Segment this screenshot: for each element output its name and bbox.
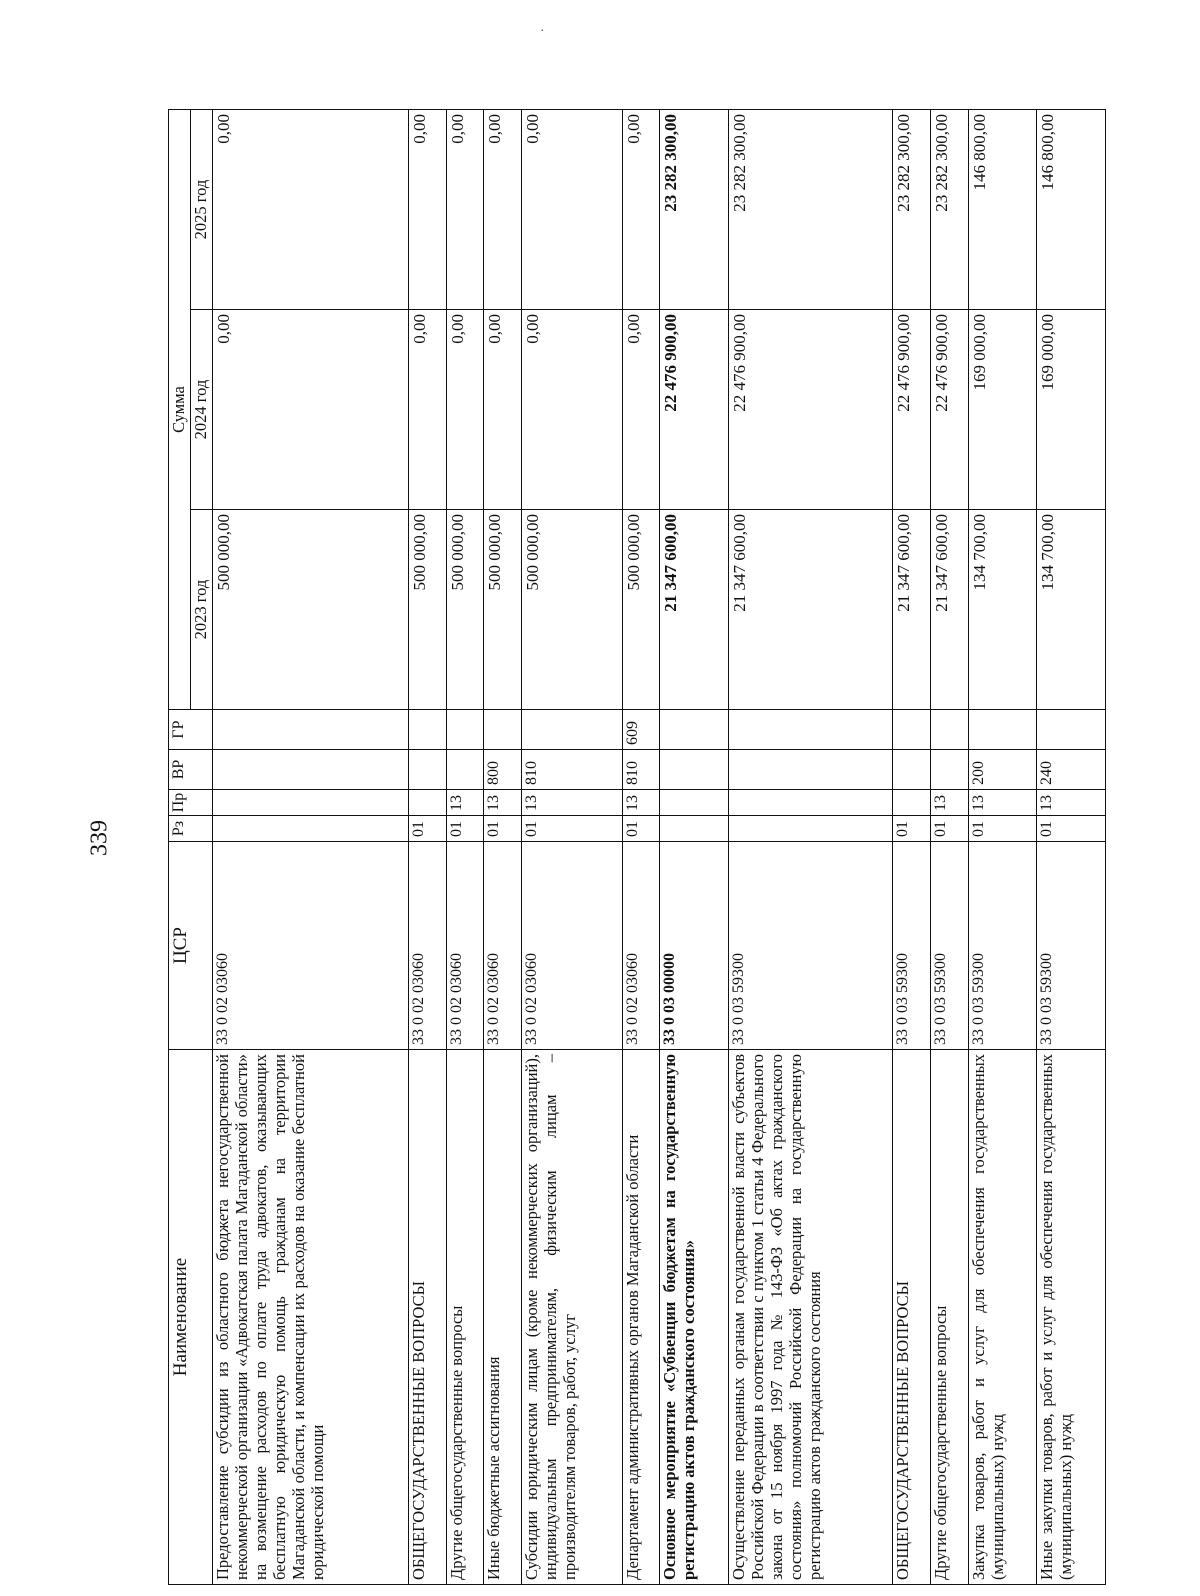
table-row xyxy=(484,110,522,1585)
cell-2024: 22 476 900,00 xyxy=(930,310,968,510)
cell-vr: 810 xyxy=(622,750,660,790)
cell-csr: 33 0 03 59300 xyxy=(893,842,931,1050)
table-row xyxy=(522,110,622,1585)
cell-csr: 33 0 02 03060 xyxy=(446,842,484,1050)
cell-2025: 0,00 xyxy=(622,110,660,310)
cell-2023: 21 347 600,00 xyxy=(729,510,893,710)
cell-csr: 33 0 02 03060 xyxy=(522,842,622,1050)
scan-speck: · xyxy=(540,24,545,39)
cell-2025: 23 282 300,00 xyxy=(893,110,931,310)
cell-pr: 13 xyxy=(968,790,1037,816)
cell-name: ОБЩЕГОСУДАРСТВЕННЫЕ ВОПРОСЫ xyxy=(893,1050,931,1585)
table-row xyxy=(893,110,931,1585)
cell-vr: 240 xyxy=(1037,750,1106,790)
table-row xyxy=(408,110,446,1585)
header-gr: ГР xyxy=(169,710,213,750)
cell-gr xyxy=(522,710,622,750)
table-row xyxy=(446,110,484,1585)
cell-rz: 01 xyxy=(446,816,484,842)
cell-pr: 13 xyxy=(1037,790,1106,816)
table-row xyxy=(660,110,729,1585)
cell-rz xyxy=(212,816,408,842)
cell-gr xyxy=(408,710,446,750)
table-row xyxy=(212,110,408,1585)
cell-name: Иные закупки товаров, работ и услуг для обеспечения государственных (муниципальных) нужд xyxy=(1037,1050,1106,1585)
cell-gr xyxy=(729,710,893,750)
budget-table xyxy=(168,109,1106,1585)
cell-csr: 33 0 03 59300 xyxy=(1037,842,1106,1050)
header-rz: Рз xyxy=(169,816,213,842)
cell-pr: 13 xyxy=(446,790,484,816)
cell-rz xyxy=(660,816,729,842)
cell-2025: 146 800,00 xyxy=(1037,110,1106,310)
cell-gr xyxy=(446,710,484,750)
cell-2025: 0,00 xyxy=(212,110,408,310)
cell-csr: 33 0 02 03060 xyxy=(484,842,522,1050)
cell-gr xyxy=(484,710,522,750)
page-number: 339 xyxy=(86,820,113,856)
cell-name: Иные бюджетные ассигнования xyxy=(484,1050,522,1585)
cell-name: Другие общегосударственные вопросы xyxy=(446,1050,484,1585)
cell-vr xyxy=(446,750,484,790)
cell-pr xyxy=(212,790,408,816)
cell-name: Осуществление переданных органам государственной власти субъектов Российской Федерации в соответствии с пунктом 1 статьи 4 Федерального закона от 15 ноября 1997 года № 143-ФЗ «Об актах гражданского состояния» полномочий Российской Федерации на государственную регистрацию актов гражданского состояния xyxy=(729,1050,893,1585)
cell-pr xyxy=(729,790,893,816)
cell-2023: 21 347 600,00 xyxy=(893,510,931,710)
cell-2023: 500 000,00 xyxy=(408,510,446,710)
cell-2024: 0,00 xyxy=(484,310,522,510)
table-row xyxy=(729,110,893,1585)
cell-gr xyxy=(968,710,1037,750)
cell-2025: 0,00 xyxy=(446,110,484,310)
cell-vr xyxy=(729,750,893,790)
cell-vr xyxy=(930,750,968,790)
header-2025: 2025 год xyxy=(190,110,212,310)
cell-pr: 13 xyxy=(522,790,622,816)
cell-2025: 23 282 300,00 xyxy=(660,110,729,310)
cell-2023: 500 000,00 xyxy=(522,510,622,710)
cell-csr: 33 0 03 59300 xyxy=(930,842,968,1050)
cell-2023: 134 700,00 xyxy=(968,510,1037,710)
cell-csr: 33 0 02 03060 xyxy=(622,842,660,1050)
cell-rz: 01 xyxy=(522,816,622,842)
cell-2025: 23 282 300,00 xyxy=(729,110,893,310)
cell-2024: 0,00 xyxy=(408,310,446,510)
table-row xyxy=(930,110,968,1585)
header-pr: Пр xyxy=(169,790,213,816)
cell-2024: 22 476 900,00 xyxy=(893,310,931,510)
cell-2023: 134 700,00 xyxy=(1037,510,1106,710)
cell-gr xyxy=(212,710,408,750)
cell-pr: 13 xyxy=(622,790,660,816)
cell-gr xyxy=(1037,710,1106,750)
cell-pr xyxy=(660,790,729,816)
cell-2024: 22 476 900,00 xyxy=(729,310,893,510)
cell-2023: 500 000,00 xyxy=(484,510,522,710)
cell-vr: 810 xyxy=(522,750,622,790)
cell-csr: 33 0 03 59300 xyxy=(729,842,893,1050)
cell-gr xyxy=(660,710,729,750)
cell-2023: 500 000,00 xyxy=(212,510,408,710)
cell-vr: 800 xyxy=(484,750,522,790)
cell-pr: 13 xyxy=(484,790,522,816)
header-sum: Сумма xyxy=(169,110,191,710)
cell-rz: 01 xyxy=(408,816,446,842)
cell-name: ОБЩЕГОСУДАРСТВЕННЫЕ ВОПРОСЫ xyxy=(408,1050,446,1585)
cell-2023: 21 347 600,00 xyxy=(660,510,729,710)
cell-name: Другие общегосударственные вопросы xyxy=(930,1050,968,1585)
cell-2025: 23 282 300,00 xyxy=(930,110,968,310)
cell-2023: 21 347 600,00 xyxy=(930,510,968,710)
cell-2024: 22 476 900,00 xyxy=(660,310,729,510)
cell-2025: 0,00 xyxy=(522,110,622,310)
cell-2024: 0,00 xyxy=(446,310,484,510)
cell-2024: 169 000,00 xyxy=(1037,310,1106,510)
cell-gr xyxy=(893,710,931,750)
header-vr: ВР xyxy=(169,750,213,790)
cell-2024: 0,00 xyxy=(522,310,622,510)
header-2024: 2024 год xyxy=(190,310,212,510)
cell-2024: 0,00 xyxy=(212,310,408,510)
cell-2025: 0,00 xyxy=(408,110,446,310)
header-csr: ЦСР xyxy=(169,842,213,1050)
cell-gr xyxy=(930,710,968,750)
cell-csr: 33 0 03 59300 xyxy=(968,842,1037,1050)
cell-rz: 01 xyxy=(1037,816,1106,842)
cell-vr xyxy=(212,750,408,790)
cell-rz: 01 xyxy=(930,816,968,842)
cell-name: Департамент административных органов Магаданской области xyxy=(622,1050,660,1585)
cell-csr: 33 0 03 00000 xyxy=(660,842,729,1050)
cell-name: Основное мероприятие «Субвенции бюджетам на государственную регистрацию актов гражданского состояния» xyxy=(660,1050,729,1585)
cell-pr: 13 xyxy=(930,790,968,816)
cell-2023: 500 000,00 xyxy=(622,510,660,710)
header-name: Наименование xyxy=(169,1050,213,1585)
table-row xyxy=(622,110,660,1585)
cell-rz: 01 xyxy=(893,816,931,842)
cell-name: Предоставление субсидии из областного бюджета негосударственной некоммерческой организации «Адвокатская палата Магаданской области» на возмещение расходов по оплате труда адвокатов, оказывающих бесплатную юридическую помощь гражданам на территории Магаданской области, и компенсации их расходов на оказание бесплатной юридической помощи xyxy=(212,1050,408,1585)
cell-rz xyxy=(729,816,893,842)
cell-rz: 01 xyxy=(484,816,522,842)
cell-2023: 500 000,00 xyxy=(446,510,484,710)
table-row xyxy=(968,110,1037,1585)
cell-name: Субсидии юридическим лицам (кроме некоммерческих организаций), индивидуальным предпринимателям, физическим лицам – производителям товаров, работ, услуг xyxy=(522,1050,622,1585)
cell-name: Закупка товаров, работ и услуг для обеспечения государственных (муниципальных) нужд xyxy=(968,1050,1037,1585)
cell-2024: 0,00 xyxy=(622,310,660,510)
cell-pr xyxy=(893,790,931,816)
cell-csr: 33 0 02 03060 xyxy=(212,842,408,1050)
cell-2024: 169 000,00 xyxy=(968,310,1037,510)
cell-2025: 146 800,00 xyxy=(968,110,1037,310)
cell-vr xyxy=(893,750,931,790)
cell-2025: 0,00 xyxy=(484,110,522,310)
cell-csr: 33 0 02 03060 xyxy=(408,842,446,1050)
cell-gr: 609 xyxy=(622,710,660,750)
table-row xyxy=(1037,110,1106,1585)
header-2023: 2023 год xyxy=(190,510,212,710)
cell-pr xyxy=(408,790,446,816)
cell-vr xyxy=(660,750,729,790)
cell-vr xyxy=(408,750,446,790)
rotated-table-container xyxy=(168,110,1106,1585)
cell-vr: 200 xyxy=(968,750,1037,790)
cell-rz: 01 xyxy=(622,816,660,842)
cell-rz: 01 xyxy=(968,816,1037,842)
